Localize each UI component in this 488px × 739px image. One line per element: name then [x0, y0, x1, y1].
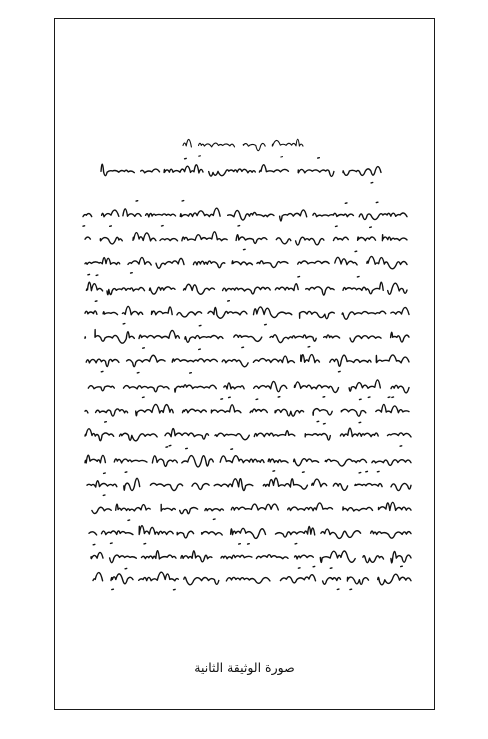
manuscript-line: [86, 275, 407, 295]
manuscript-line: [89, 526, 411, 544]
manuscript-line: [85, 397, 409, 422]
manuscript-line: [183, 139, 303, 157]
manuscript-line: [85, 249, 407, 275]
manuscript-line: [86, 347, 409, 373]
manuscript-line: [85, 301, 409, 325]
manuscript-line: [92, 495, 411, 520]
manuscript-line: [93, 566, 411, 590]
manuscript-line: [91, 544, 411, 569]
manuscript-line: [88, 373, 409, 398]
manuscript-line: [85, 422, 411, 446]
manuscript-line: [85, 325, 409, 348]
manuscript-line: [85, 226, 407, 245]
handwritten-manuscript: [63, 132, 425, 592]
document-caption: صورة الوثيقة الثانية: [194, 660, 295, 675]
manuscript-line: [101, 158, 381, 183]
manuscript-line: [87, 471, 411, 491]
manuscript-line: [83, 201, 407, 227]
manuscript-line: [85, 447, 411, 472]
